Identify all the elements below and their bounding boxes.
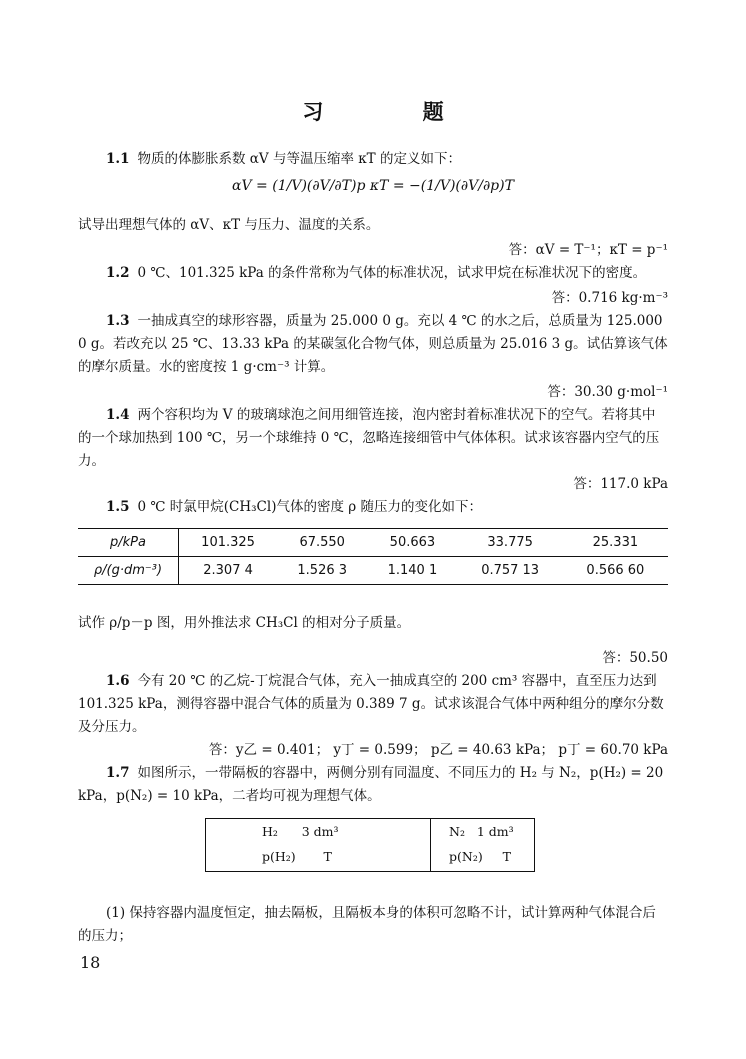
table-cell: 2.307 4 <box>179 557 278 585</box>
table-cell: 101.325 <box>179 529 278 557</box>
question-text: 如图所示，一带隔板的容器中，两侧分别有同温度、不同压力的 H₂ 与 N₂，p(H₂) = 20 kPa，p(N₂) = 10 kPa，二者均可视为理想气体。 <box>78 765 664 804</box>
page-number: 18 <box>80 953 101 972</box>
table-row <box>78 529 668 557</box>
table-cell: 33.775 <box>458 529 563 557</box>
question-1-3 <box>78 310 668 379</box>
question-text: 物质的体膨胀系数 αV 与等温压缩率 κT 的定义如下： <box>137 151 461 167</box>
h2-compartment <box>206 819 431 871</box>
answer-1-5: 答：50.50 <box>602 650 668 666</box>
table-cell: 1.526 3 <box>277 557 367 585</box>
question-number: 1.3 <box>106 313 130 329</box>
question-text: 0 ℃ 时氯甲烷(CH₃Cl)气体的密度 ρ 随压力的变化如下： <box>137 499 482 515</box>
answer-1-2: 答：0.716 kg·m⁻³ <box>551 290 668 306</box>
table-cell: 0.566 60 <box>563 557 668 585</box>
question-number: 1.5 <box>106 499 130 515</box>
question-text: 0 ℃、101.325 kPa 的条件常称为气体的标准状况，试求甲烷在标准状况下的密度。 <box>137 265 647 281</box>
density-pressure-table <box>78 528 668 585</box>
definition-formula: αV = (1/V)(∂V/∂T)p κT = −(1/V)(∂V/∂p)T <box>232 178 514 194</box>
question-1-5-text2: 试作 ρ/p－p 图，用外推法求 CH₃Cl 的相对分子质量。 <box>78 615 411 631</box>
question-text: 两个容积均为 V 的玻璃球泡之间用细管连接，泡内密封着标准状况下的空气。若将其中的一个球加热到 100 ℃，另一个球维持 0 ℃，忽略连接细管中气体体积。试求该容器内空气的压力。 <box>78 407 660 469</box>
question-text: 一抽成真空的球形容器，质量为 25.000 0 g。充以 4 ℃ 的水之后，总质量为 125.000 0 g。若改充以 25 ℃、13.33 kPa 的某碳氢化合物气体，则总质量为 25.016 3 g。试估算该气体的摩尔质量。水的密度按 1 g·cm⁻³ 计算。 <box>78 313 668 375</box>
row-label: p/kPa <box>78 529 179 557</box>
h2-pressure: p(H₂) T <box>262 849 332 864</box>
question-number: 1.4 <box>106 407 130 423</box>
container-diagram <box>205 818 535 872</box>
n2-label: N₂ 1 dm³ <box>449 824 514 839</box>
table-cell: 50.663 <box>367 529 457 557</box>
n2-compartment <box>431 819 534 871</box>
row-label: ρ/(g·dm⁻³) <box>78 557 179 585</box>
question-number: 1.6 <box>106 673 130 689</box>
question-1-7 <box>78 762 668 808</box>
question-1-7-sub1: (1) 保持容器内温度恒定，抽去隔板，且隔板本身的体积可忽略不计，试计算两种气体混合后的压力； <box>78 905 656 944</box>
answer-1-3: 答：30.30 g·mol⁻¹ <box>547 384 668 400</box>
answer-1-6: 答：y乙 = 0.401； y丁 = 0.599； p乙 = 40.63 kPa； p丁 = 60.70 kPa <box>208 742 668 758</box>
table-cell: 67.550 <box>277 529 367 557</box>
h2-label: H₂ 3 dm³ <box>262 824 339 839</box>
question-1-1 <box>78 148 668 171</box>
question-1-5 <box>78 496 668 519</box>
table-row <box>78 557 668 585</box>
question-1-4 <box>78 404 668 473</box>
question-1-1-text2: 试导出理想气体的 αV、κT 与压力、温度的关系。 <box>78 217 380 233</box>
table-cell: 0.757 13 <box>458 557 563 585</box>
table-cell: 1.140 1 <box>367 557 457 585</box>
question-number: 1.2 <box>106 265 130 281</box>
answer-1-1: 答：αV = T⁻¹；κT = p⁻¹ <box>508 242 668 258</box>
question-text: 今有 20 ℃ 的乙烷-丁烷混合气体，充入一抽成真空的 200 cm³ 容器中，直至压力达到 101.325 kPa，测得容器中混合气体的质量为 0.389 7 g。试求该混合气体中两种组分的摩尔分数及分压力。 <box>78 673 664 735</box>
question-number: 1.7 <box>106 765 130 781</box>
answer-1-4: 答：117.0 kPa <box>573 476 668 492</box>
question-number: 1.1 <box>106 151 130 167</box>
page-title: 习 题 <box>302 100 490 124</box>
question-1-6 <box>78 670 668 739</box>
table-cell: 25.331 <box>563 529 668 557</box>
question-1-2 <box>78 262 668 285</box>
n2-pressure: p(N₂) T <box>449 849 511 864</box>
